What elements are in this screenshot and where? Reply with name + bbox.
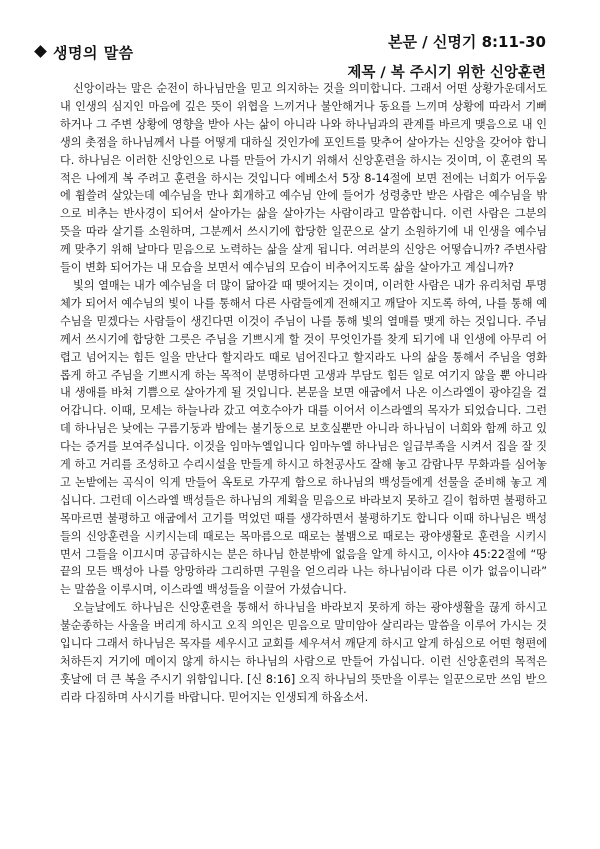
title-value: 복 주시기 위한 신앙훈련 (390, 65, 546, 81)
section-label-text: 생명의 말씀 (53, 44, 134, 62)
body-paragraph: 신앙이라는 말은 순전이 하나님만을 믿고 의지하는 것을 의미합니다. 그래서 어떤 상황가운데서도 내 인생의 심지인 마음에 깊은 뜻이 위협을 느끼거나 불안해거나 동요를 느끼며 상황에 따라서 기뻐하거나 그 주변 상황에 영향을 받아 사는 삶이 아니라 나와 하나님과의 관계를 바르게 맺음으로 내 인생의 촛점을 하나님께서 나를 어떻게 대하실 것인가에 포인트를 맞추어 살아가는 신앙을 갖어야 합니다. 하나님은 이러한 신앙인으로 나를 만들어 가시기 위해서 신앙훈련을 하시는 것이며, 이 훈련의 목적은 나에게 복 주려고 훈련을 하시는 것입니다 에베소서 5장 8-14절에 보면 전에는 너희가 어두움에 휩쓸려 살았는데 예수님을 만나 회개하고 예수님 안에 들어가 성령충만 받은 사람은 예수님을 밖으로 비추는 반사경이 되어서 살아가는 삶을 살아가는 사람이라고 말씀합니다. 이런 사람은 그분의 뜻을 따라 살기를 소원하며, 그분께서 쓰시기에 합당한 일꾼으로 살기 소원하기에 내 인생을 예수님께 맞추기 위해 날마다 믿음으로 노력하는 삶을 살게 됩니다. 여러분의 신앙은 어떻습니까? 주변사람들이 변화 되어가는 내 모습을 보면서 예수님의 모습이 비추어지도록 삶을 살아가고 계십니까? (60, 82, 547, 275)
body-paragraph: 오늘날에도 하나님은 신앙훈련을 통해서 하나님을 바라보지 못하게 하는 광야생활을 끊게 하시고 불순종하는 사울을 버리게 하시고 오직 의인은 믿음으로 말미암아 살리라는 말씀을 이루어 가시는 것입니다 그래서 하나님은 목자를 세우시고 교회를 세우셔서 깨닫게 하시고 알게 하심으로 어떤 형편에 처하든지 거기에 메이지 않게 하시는 하나님의 사람으로 만들어 가십니다. 이런 신앙훈련의 목적은 훗날에 더 큰 복을 주시기 위함입니다. [신 8:16] 오직 하나님의 뜻만을 이루는 일꾼으로만 쓰임 받으리라 다짐하며 사시기를 바랍니다. 믿어지는 인생되게 하옵소서. (60, 601, 547, 704)
body-paragraph: 빛의 열매는 내가 예수님을 더 많이 닮아갈 때 맺어지는 것이며, 이러한 사람은 내가 유리처럼 투명체가 되어서 예수님의 빛이 나를 통해서 다른 사람들에게 전해지고 깨달아 지도록 하여, 나를 통해 예수님을 믿겠다는 사람들이 생긴다면 이것이 주님이 나를 통해 빛의 열매를 맺게 하는 것입니다. 주님께서 쓰시기에 합당한 그릇은 주님을 기쁘시게 할 것이 무엇인가를 찾게 되기에 내 인생에 아무리 어렵고 넘어지는 힘든 일을 만난다 할지라도 때로 넘어진다고 할지라도 나의 삶을 통해서 주님을 영화롭게 하고 주님을 기쁘시게 하는 목적이 분명하다면 고생과 부담도 힘든 일로 여기지 않을 뿐 아니라 내 생애를 바쳐 기쁨으로 살아가게 될 것입니다. 본문을 보면 애굽에서 나온 이스라엘이 광야길을 걸어갑니다. 이때, 모세는 하늘나라 갔고 여호수아가 대를 이어서 이스라엘의 목자가 되었습니다. 그런데 하나님은 낮에는 구름기둥과 밤에는 불기둥으로 보호실뿐만 아니라 하나님이 너희와 함께 하고 있다는 증거를 보여주십니다. 이것을 임마누엘입니다 임마누엘 하나님은 일급부족을 시켜서 집을 잘 짓게 하고 거리를 조성하고 수리시설을 만들게 하시고 하천공사도 잘해 놓고 감람나무 무화과를 심어놓고 논밭에는 곡식이 익게 만들어 옥토로 가꾸게 함으로 하나님의 백성들에게 선물을 준비해 놓고 계십니다. 그런데 이스라엘 백성들은 하나님의 계획을 믿음으로 바라보지 못하고 길이 험하면 불평하고 목마르면 불평하고 애굽에서 고기를 먹었던 때를 생각하면서 불평하기도 합니다 이때 하나님은 백성들의 신앙훈련을 시키시는데 때로는 목마름으로 때로는 불뱀으로 때로는 광야생활로 훈련을 시키시면서 그들을 이끄시며 공급하시는 분은 하나님 한분밖에 없음을 알게 하시고, 이사야 45:22절에 “땅 끝의 모든 백성아 나를 앙망하라 그리하면 구원을 얻으리라 나는 하나님이라 다른 이가 없음이니라” 는 말씀을 이루시며, 이스라엘 백성들을 이끌어 가셨습니다. (60, 278, 547, 597)
sermon-title (347, 61, 546, 82)
diamond-bullet-icon (34, 45, 47, 58)
reference-value: 신명기 8:11-30 (432, 33, 546, 51)
reference-separator: / (422, 33, 428, 51)
section-label (36, 42, 134, 63)
title-separator: / (380, 65, 386, 81)
reference-label: 본문 (387, 33, 417, 51)
sermon-body (60, 80, 547, 707)
title-label: 제목 (347, 65, 376, 81)
scripture-reference (388, 31, 546, 52)
